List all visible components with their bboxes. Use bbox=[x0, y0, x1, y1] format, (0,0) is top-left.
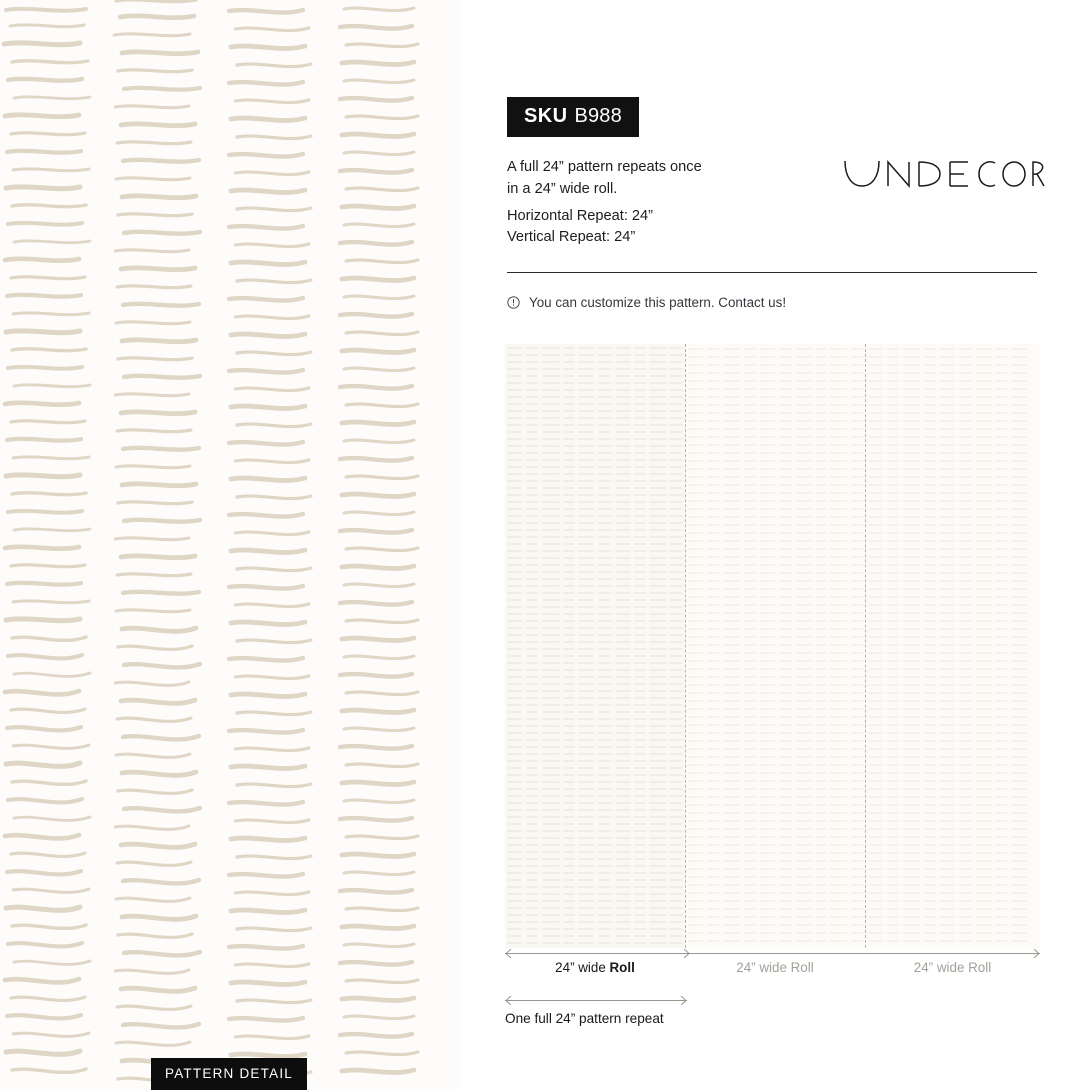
roll-layout-diagram bbox=[505, 344, 1040, 948]
customize-note-text: You can customize this pattern. Contact us! bbox=[529, 295, 787, 310]
repeat-description-line1: A full 24” pattern repeats once bbox=[507, 159, 702, 175]
roll-caption-2-strong: Roll bbox=[790, 960, 814, 975]
brand-logo bbox=[843, 155, 1045, 191]
roll-caption-1-prefix: 24” wide bbox=[555, 960, 610, 975]
vertical-repeat: Vertical Repeat: 24” bbox=[507, 229, 636, 246]
specs-panel bbox=[460, 0, 1090, 1090]
roll-preview-3 bbox=[865, 344, 1040, 948]
repeat-tick-end bbox=[680, 996, 687, 1005]
roll-caption-3 bbox=[865, 960, 1040, 975]
horizontal-repeat: Horizontal Repeat: 24” bbox=[507, 208, 654, 224]
roll-caption-2-prefix: 24” wide bbox=[736, 960, 791, 975]
repeat-description-line2: in a 24” wide roll. bbox=[507, 180, 618, 197]
info-circle-icon bbox=[507, 296, 520, 309]
roll-seam-1 bbox=[685, 344, 686, 948]
repeat-measure-line bbox=[505, 1000, 687, 1001]
roll-caption-1-strong: Roll bbox=[609, 960, 635, 975]
repeat-measurements bbox=[507, 206, 653, 248]
pattern-swatch-image bbox=[0, 0, 460, 1090]
pattern-repeat-caption: One full 24” pattern repeat bbox=[505, 1011, 664, 1026]
roll-preview-2 bbox=[685, 344, 865, 948]
sku-label: SKU bbox=[524, 105, 568, 127]
roll-caption-1 bbox=[505, 960, 685, 975]
measure-tick-start bbox=[505, 949, 512, 958]
roll-preview-1 bbox=[505, 344, 685, 948]
roll-caption-2 bbox=[685, 960, 865, 975]
measure-tick-1 bbox=[683, 949, 690, 958]
sku-value: B988 bbox=[574, 105, 622, 127]
measure-tick-end bbox=[1033, 949, 1040, 958]
pattern-repeat-measure-bar bbox=[505, 996, 687, 1006]
roll-width-measure-bar bbox=[505, 949, 1040, 959]
customize-note[interactable] bbox=[507, 295, 786, 310]
roll-caption-3-prefix: 24” wide bbox=[913, 960, 969, 975]
sku-badge bbox=[507, 97, 639, 137]
roll-caption-3-strong: Roll bbox=[968, 960, 992, 975]
pattern-detail-panel bbox=[0, 0, 460, 1090]
pattern-detail-badge: PATTERN DETAIL bbox=[151, 1058, 307, 1090]
repeat-tick-start bbox=[505, 996, 512, 1005]
repeat-description bbox=[507, 157, 777, 200]
roll-seam-2 bbox=[865, 344, 866, 948]
measure-line bbox=[505, 953, 1040, 954]
section-divider bbox=[507, 272, 1037, 273]
